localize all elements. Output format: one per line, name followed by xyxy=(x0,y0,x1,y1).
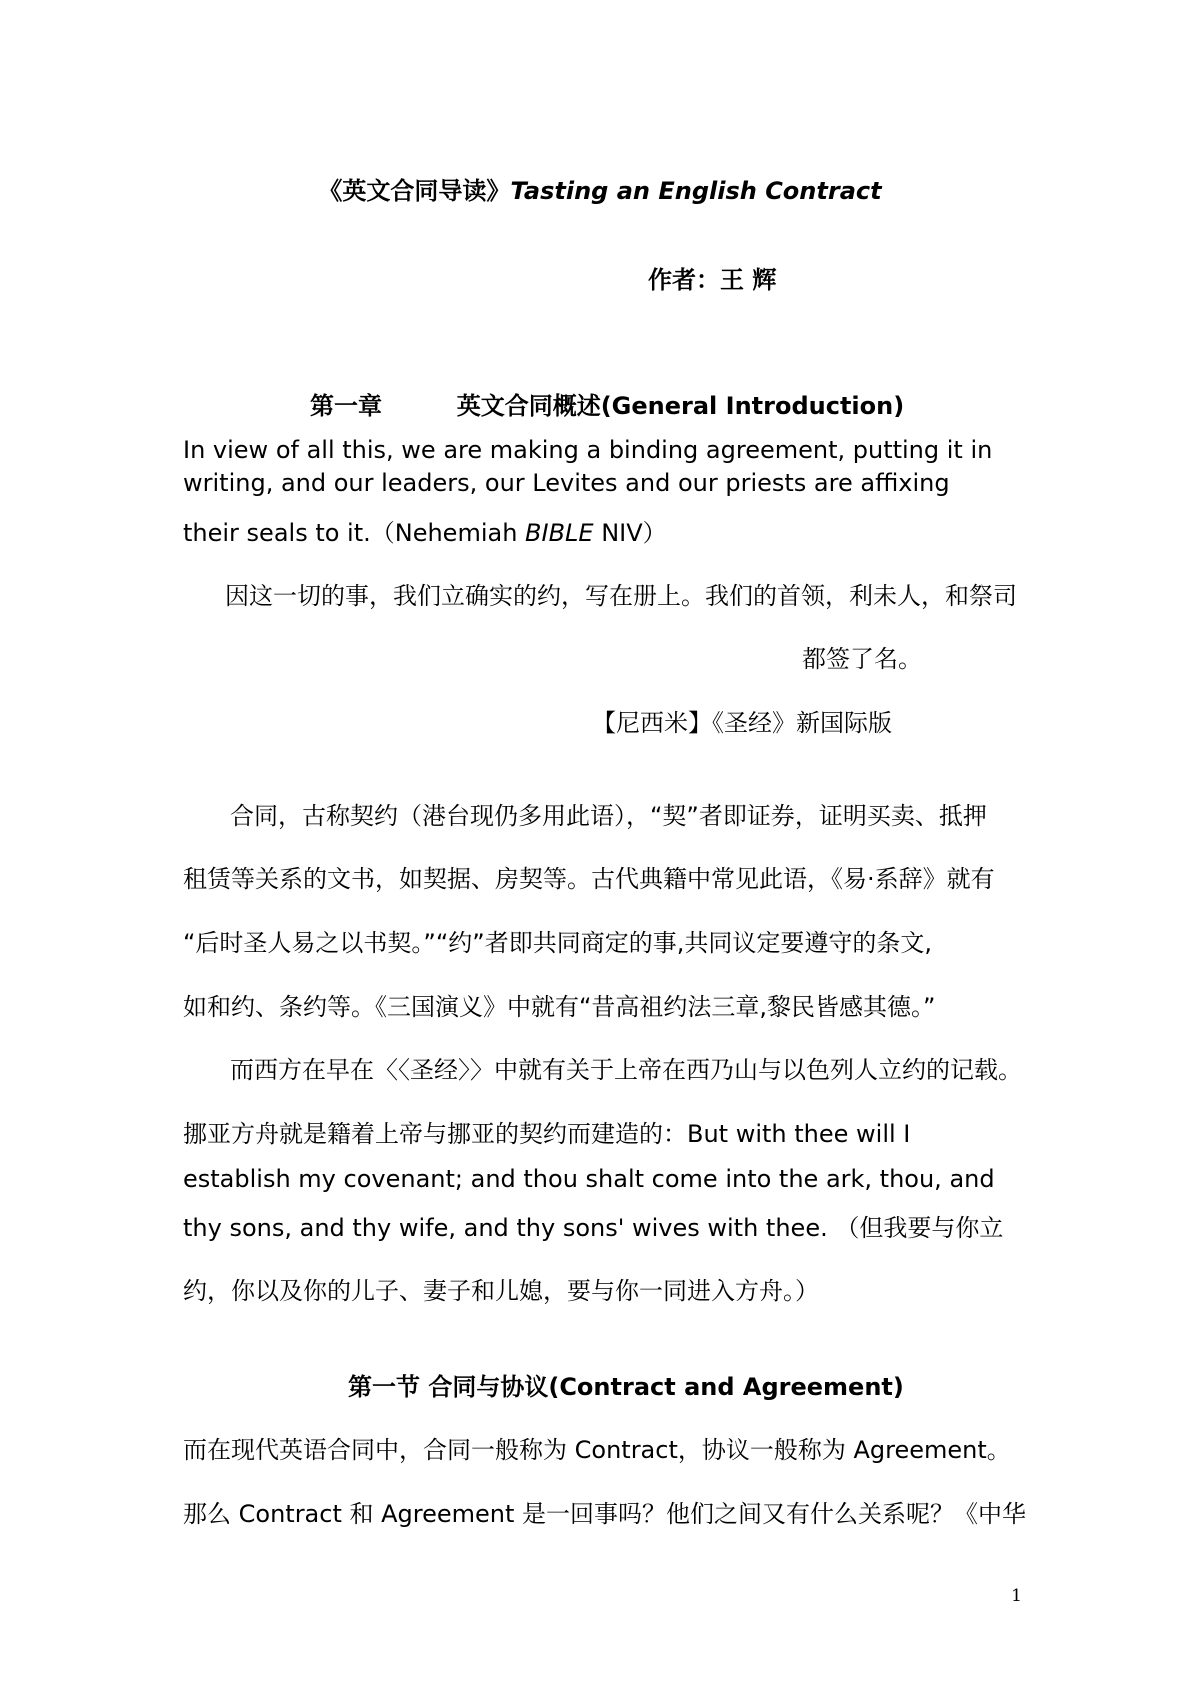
epigraph-source: 【尼西米】《圣经》新国际版 xyxy=(592,709,892,737)
epigraph-en-line: In view of all this, we are making a binding agreement, putting it in xyxy=(183,436,993,464)
body-line: 如和约、条约等。《三国演义》中就有“昔高祖约法三章,黎民皆感其德。” xyxy=(183,993,936,1021)
chapter-title: 英文合同概述(General Introduction) xyxy=(456,392,905,420)
epigraph-en-line: their seals to it.（Nehemiah BIBLE NIV） xyxy=(183,519,667,547)
section-heading: 第一节 合同与协议(Contract and Agreement) xyxy=(348,1373,904,1401)
title-cn: 《英文合同导读》 xyxy=(318,177,511,205)
body-line: 租赁等关系的文书，如契据、房契等。古代典籍中常见此语，《易·系辞》就有 xyxy=(183,865,995,893)
body-line: 那么 Contract 和 Agreement 是一回事吗？他们之间又有什么关系呢？《中华 xyxy=(183,1500,1027,1528)
page-number: 1 xyxy=(1011,1586,1022,1606)
chapter-number: 第一章 xyxy=(310,392,382,420)
author-line: 作者：王 辉 xyxy=(648,266,777,294)
body-line: 约，你以及你的儿子、妻子和儿媳，要与你一同进入方舟。） xyxy=(183,1277,819,1305)
body-line: 挪亚方舟就是籍着上帝与挪亚的契约而建造的：But with thee will I xyxy=(183,1120,911,1148)
epigraph-cn-line: 都签了名。 xyxy=(802,645,922,673)
body-line: establish my covenant; and thou shalt come into the ark, thou, and xyxy=(183,1165,995,1193)
epigraph-en-line: writing, and our leaders, our Levites and our priests are affixing xyxy=(183,469,950,497)
body-line: 合同，古称契约（港台现仍多用此语），“契”者即证券，证明买卖、抵押 xyxy=(230,802,987,830)
document-title xyxy=(0,175,1200,207)
chapter-heading xyxy=(310,390,904,422)
body-line: 而西方在早在〈〈圣经〉〉中就有关于上帝在西乃山与以色列人立约的记载。 xyxy=(230,1056,1022,1084)
title-en: Tasting an English Contract xyxy=(510,177,882,205)
body-line: “后时圣人易之以书契。”“约”者即共同商定的事,共同议定要遵守的条文, xyxy=(183,929,932,957)
body-line: 而在现代英语合同中，合同一般称为 Contract，协议一般称为 Agreement。 xyxy=(183,1436,1011,1464)
epigraph-cn-line: 因这一切的事，我们立确实的约，写在册上。我们的首领，利未人，和祭司 xyxy=(225,582,1017,610)
bible-italic: BIBLE xyxy=(525,519,594,547)
body-line: thy sons, and thy wife, and thy sons' wives with thee. （但我要与你立 xyxy=(183,1214,1004,1242)
